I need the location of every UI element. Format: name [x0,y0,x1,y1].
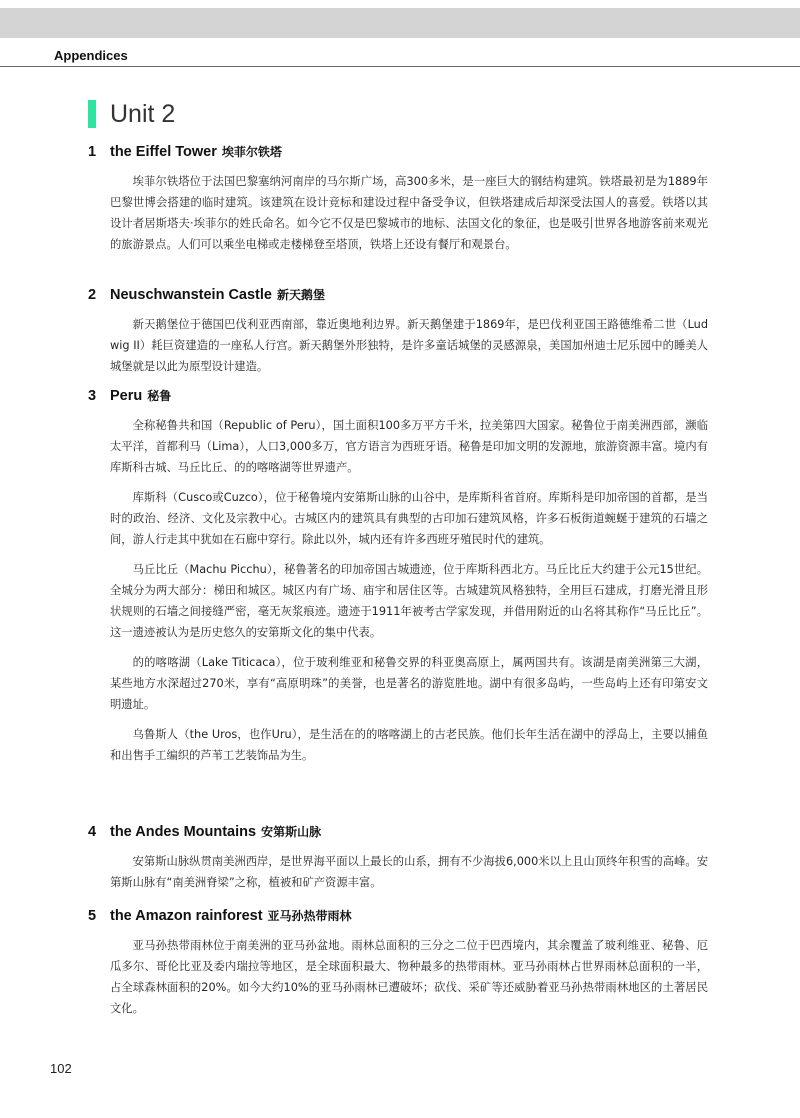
section-paragraph: 的的喀喀湖（Lake Titicaca），位于玻利维亚和秘鲁交界的科亚奥高原上，属两国共有。该湖是南美洲第三大湖，某些地方水深超过270米，享有“高原明珠”的美誉，也是著名的游览胜地。湖中有很多岛屿，一些岛屿上还有印第安文明遗址。 [110,656,708,711]
section-heading [88,822,708,842]
section-paragraph: 安第斯山脉纵贯南美洲西岸，是世界海平面以上最长的山系，拥有不少海拔6,000米以上且山顶终年积雪的高峰。安第斯山脉有“南美洲脊梁”之称，植被和矿产资源丰富。 [110,855,708,889]
section-title-en: the Andes Mountains [110,824,257,840]
section-title-zh: 安第斯山脉 [261,825,322,839]
section-title-zh: 秘鲁 [147,389,172,403]
section-title-zh: 埃菲尔铁塔 [221,145,282,159]
section-number: 2 [88,287,97,303]
section-paragraph: 亚马孙热带雨林位于南美洲的亚马孙盆地。雨林总面积的三分之二位于巴西境内，其余覆盖了玻利维亚、秘鲁、厄瓜多尔、哥伦比亚及委内瑞拉等地区，是全球面积最大、物种最多的热带雨林。亚马孙雨林占世界雨林总面积的一半，占全球森林面积的20%。如今大约10%的亚马孙雨林已遭破坏；砍伐、采矿等还威胁着亚马孙热带雨林地区的土著居民文化。 [110,939,708,1015]
unit-title: Unit 2 [110,100,176,128]
section-title-en: Peru [110,388,143,404]
section-andes-mountains [88,822,708,893]
header-rule [0,66,800,67]
section-heading [88,386,708,406]
section-amazon-rainforest [88,906,708,1019]
section-paragraph: 全称秘鲁共和国（Republic of Peru），国土面积100多万平方千米，拉美第四大国家。秘鲁位于南美洲西部，濒临太平洋，首都利马（Lima），人口3,000多万，官方语言为西班牙语。秘鲁是印加文明的发源地，旅游资源丰富。境内有库斯科古城、马丘比丘、的的喀喀湖等世界遗产。 [110,419,708,474]
section-title-en: Neuschwanstein Castle [110,287,272,303]
running-head: Appendices [54,48,128,63]
section-neuschwanstein-castle [88,285,708,377]
section-title-en: the Amazon rainforest [110,908,263,924]
section-paragraph: 乌鲁斯人（the Uros，也作Uru），是生活在的的喀喀湖上的古老民族。他们长年生活在湖中的浮岛上，主要以捕鱼和出售手工编织的芦苇工艺装饰品为生。 [110,728,708,762]
section-paragraph: 马丘比丘（Machu Picchu），秘鲁著名的印加帝国古城遗迹，位于库斯科西北方。马丘比丘大约建于公元15世纪。全城分为两大部分：梯田和城区。城区内有广场、庙宇和居住区等。古城建筑风格独特，全用巨石建成，打磨光滑且形状规则的石墙之间接缝严密，毫无灰浆痕迹。遗迹于1911年被考古学家发现，并借用附近的山名将其称作“马丘比丘”。这一遗迹被认为是历史悠久的安第斯文化的集中代表。 [110,563,708,639]
section-paragraph: 库斯科（Cusco或Cuzco），位于秘鲁境内安第斯山脉的山谷中，是库斯科省首府。库斯科是印加帝国的首都，是当时的政治、经济、文化及宗教中心。古城区内的建筑具有典型的古印加石建筑风格，许多石板街道蜿蜒于建筑的石墙之间，游人行走其中犹如在石廊中穿行。除此以外，城内还有许多西班牙殖民时代的建筑。 [110,491,708,546]
section-number: 3 [88,388,97,404]
section-number: 5 [88,908,97,924]
section-number: 4 [88,824,97,840]
section-heading [88,906,708,926]
section-paragraph: 新天鹅堡位于德国巴伐利亚西南部，靠近奥地利边界。新天鹅堡建于1869年，是巴伐利亚国王路德维希二世（Ludwig II）耗巨资建造的一座私人行宫。新天鹅堡外形独特，是许多童话城堡的灵感源泉，美国加州迪士尼乐园中的睡美人城堡就是以此为原型设计建造。 [110,318,708,373]
section-heading [88,142,708,162]
section-eiffel-tower [88,142,708,255]
section-peru [88,386,708,766]
section-heading [88,285,708,305]
top-gray-band [0,8,800,38]
section-title-zh: 亚马孙热带雨林 [267,909,352,923]
page-number: 102 [50,1061,72,1076]
section-number: 1 [88,144,97,160]
section-title-zh: 新天鹅堡 [276,288,325,302]
unit-marker-bar [88,100,96,128]
section-title-en: the Eiffel Tower [110,144,217,160]
section-paragraph: 埃菲尔铁塔位于法国巴黎塞纳河南岸的马尔斯广场，高300多米，是一座巨大的钢结构建筑。铁塔最初是为1889年巴黎世博会搭建的临时建筑。该建筑在设计竞标和建设过程中备受争议，但铁塔建成后却深受法国人的喜爱。铁塔以其设计者居斯塔夫·埃菲尔的姓氏命名。如今它不仅是巴黎城市的地标、法国文化的象征，也是吸引世界各地游客前来观光的旅游景点。人们可以乘坐电梯或走楼梯登至塔顶，铁塔上还设有餐厅和观景台。 [110,175,708,251]
